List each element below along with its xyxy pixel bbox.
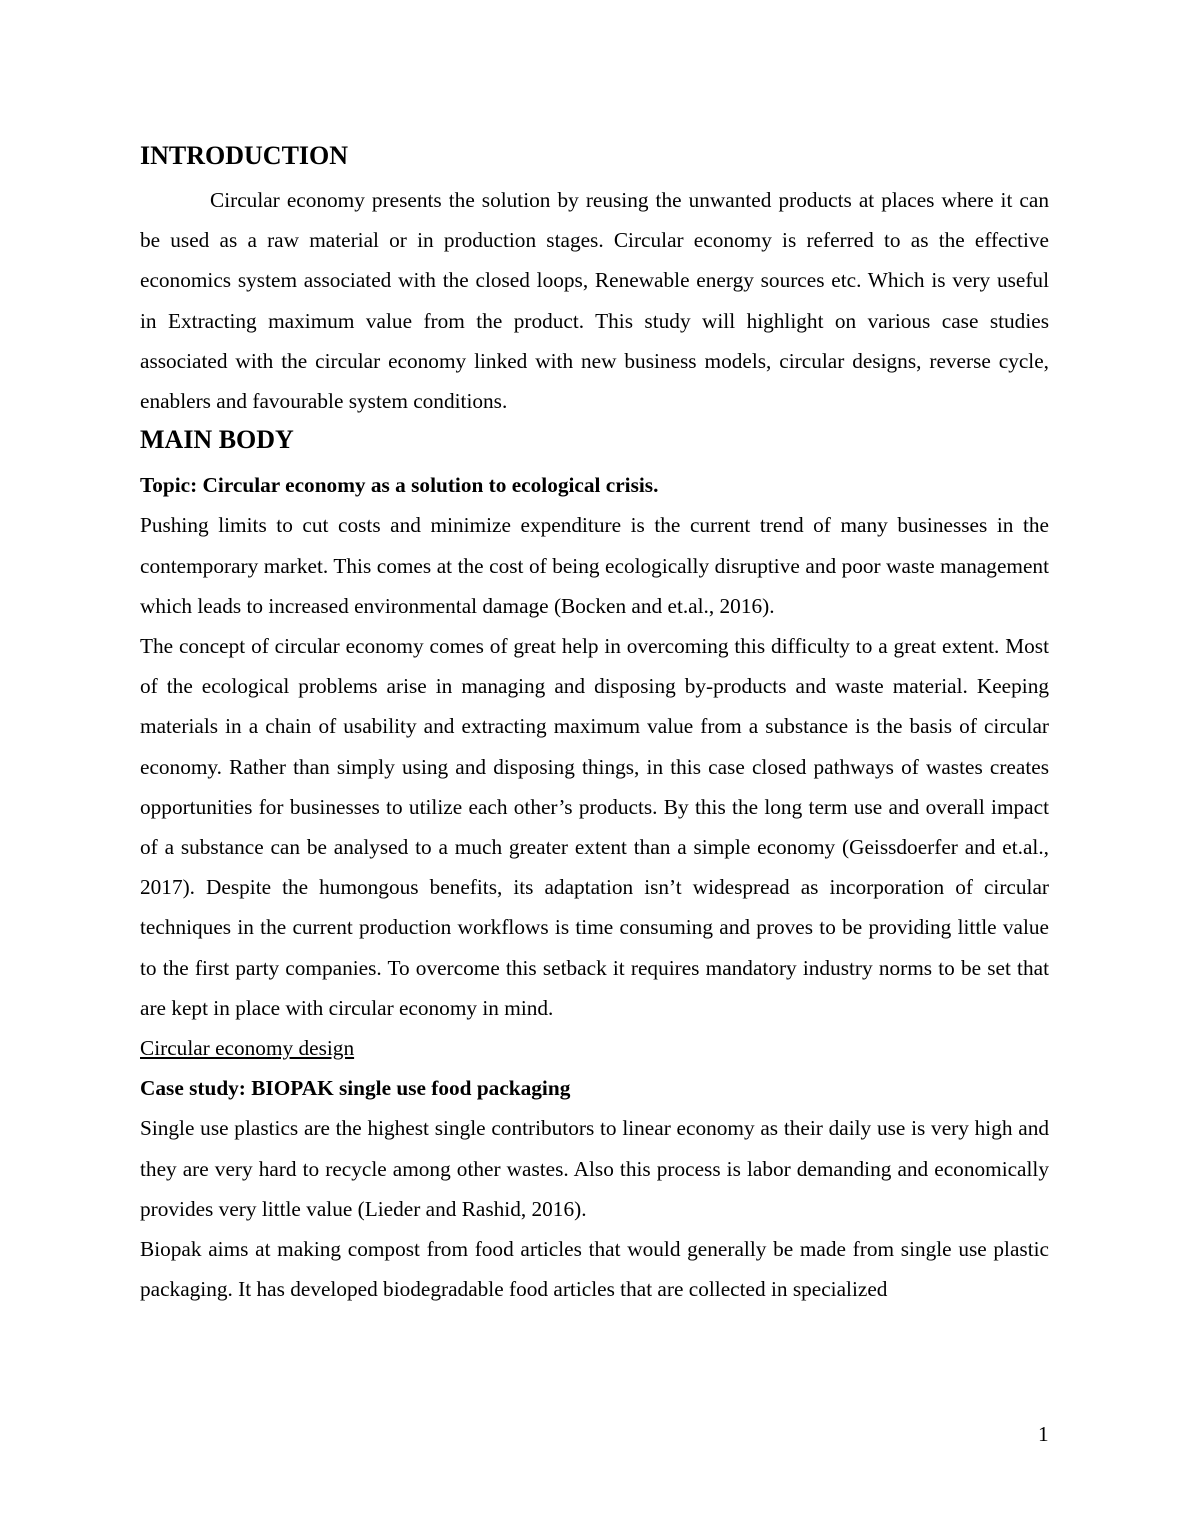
body-paragraph-3: Single use plastics are the highest single contributors to linear economy as their daily use is very high and they are very hard to recycle among other wastes. Also this process is labor demanding and economically provides very little value (Lieder and Rashid, 2016).	[140, 1116, 1049, 1221]
document-page	[140, 139, 1049, 1309]
introduction-heading: INTRODUCTION	[140, 141, 349, 170]
introduction-paragraph: Circular economy presents the solution by reusing the unwanted products at places where it can be used as a raw material or in production stages. Circular economy is referred to as the effective economics system associated with the closed loops, Renewable energy sources etc. Which is very useful in Extracting maximum value from the product. This study will highlight on various case studies associated with the circular economy linked with new business models, circular designs, reverse cycle, enablers and favourable system conditions.	[140, 188, 1049, 414]
circular-design-subheading: Circular economy design	[140, 1036, 355, 1061]
topic-heading: Topic: Circular economy as a solution to ecological crisis.	[140, 473, 659, 498]
page-number: 1	[1038, 1422, 1049, 1446]
case-study-heading: Case study: BIOPAK single use food packaging	[140, 1076, 571, 1101]
body-paragraph-4: Biopak aims at making compost from food articles that would generally be made from single use plastic packaging. It has developed biodegradable food articles that are collected in specialized	[140, 1237, 1049, 1302]
body-paragraph-1: Pushing limits to cut costs and minimize expenditure is the current trend of many businesses in the contemporary market. This comes at the cost of being ecologically disruptive and poor waste management which leads to increased environmental damage (Bocken and et.al., 2016).	[140, 513, 1049, 618]
main-body-heading: MAIN BODY	[140, 425, 294, 455]
body-paragraph-2: The concept of circular economy comes of great help in overcoming this difficulty to a great extent. Most of the ecological problems arise in managing and disposing by-products and waste material. Keeping materials in a chain of usability and extracting maximum value from a substance is the basis of circular economy. Rather than simply using and disposing things, in this case closed pathways of wastes creates opportunities for businesses to utilize each other’s products. By this the long term use and overall impact of a substance can be analysed to a much greater extent than a simple economy (Geissdoerfer and et.al., 2017). Despite the humongous benefits, its adaptation isn’t widespread as incorporation of circular techniques in the current production workflows is time consuming and proves to be providing little value to the first party companies. To overcome this setback it requires mandatory industry norms to be set that are kept in place with circular economy in mind.	[140, 634, 1049, 1020]
